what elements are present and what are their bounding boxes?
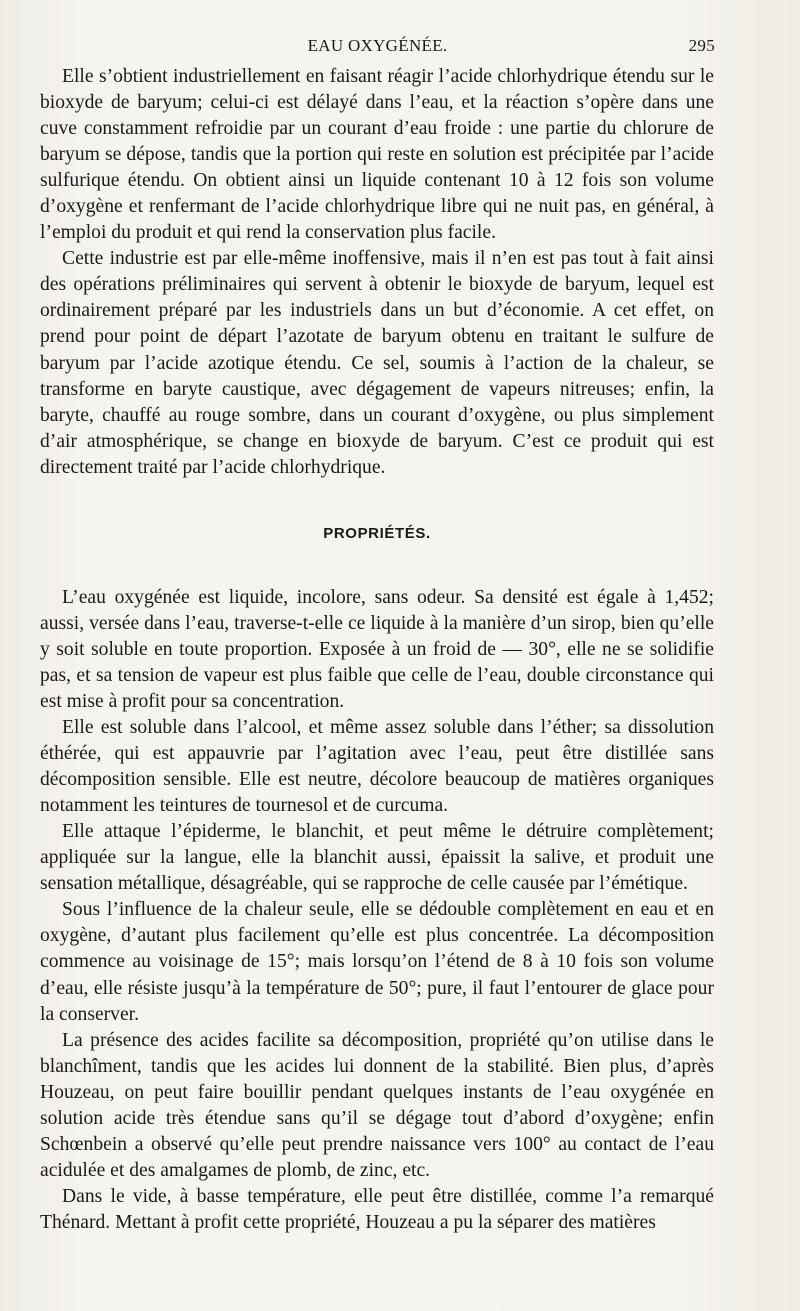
paragraph: Dans le vide, à basse température, elle peut être distillée, comme l’a remarqué Thénard. Mettant à profit cette propriété, Houzeau a pu la séparer des matières	[40, 1185, 714, 1233]
section-heading: PROPRIÉTÉS.	[323, 524, 431, 542]
paragraph: La présence des acides facilite sa décomposition, propriété qu’on utilise dans le blanchîment, tandis que les acides lui donnent de la stabilité. Bien plus, d’après Houzeau, on peut faire bouillir pendant quelques instants de l’eau oxygénée en solution acide très étendue sans qu’il se dégage tout d’abord d’oxygène; enfin Schœnbein a observé qu’elle peut prendre naissance vers 100° au contact de l’eau acidulée et des amalgames de plomb, de zinc, etc.	[40, 1029, 714, 1181]
paragraph: Sous l’influence de la chaleur seule, elle se dédouble complètement en eau et en oxygène, d’autant plus facilement qu’elle est plus concentrée. La décomposition commence au voisinage de 15°; mais lorsqu’on l’étend de 8 à 10 fois son volume d’eau, elle résiste jusqu’à la température de 50°; pure, il faut l’entourer de glace pour la conserver.	[40, 899, 714, 1025]
running-title: EAU OXYGÉNÉE.	[307, 36, 448, 55]
paragraph: Elle s’obtient industriellement en faisant réagir l’acide chlorhydrique étendu sur le bioxyde de baryum; celui-ci est délayé dans l’eau, et la réaction s’opère dans une cuve constamment refroidie par un courant d’eau froide : une partie du chlorure de baryum se dépose, tandis que la portion qui reste en solution est précipitée par l’acide sulfurique étendu. On obtient ainsi un liquide contenant 10 à 12 fois son volume d’oxygène et renfermant de l’acide chlorhydrique libre qui ne nuit pas, en général, à l’emploi du produit et qui rend la conservation plus facile.	[40, 66, 714, 244]
paragraph: Cette industrie est par elle-même inoffensive, mais il n’en est pas tout à fait ainsi des opérations préliminaires qui servent à obtenir le bioxyde de baryum, lequel est ordinairement préparé par les industriels dans un but d’économie. A cet effet, on prend pour point de départ l’azotate de baryum obtenu en traitant le sulfure de baryum par l’acide azotique étendu. Ce sel, soumis à l’action de la chaleur, se transforme en baryte caustique, avec dégagement de vapeurs nitreuses; enfin, la baryte, chauffé au rouge sombre, dans un courant d’oxygène, ou plus simplement d’air atmosphérique, se change en bioxyde de baryum. C’est ce produit qui est directement traité par l’acide chlorhydrique.	[40, 248, 714, 478]
paragraph: Elle attaque l’épiderme, le blanchit, et peut même le détruire complètement; appliquée sur la langue, elle la blanchit aussi, épaissit la salive, et produit une sensation métallique, désagréable, qui se rapproche de celle causée par l’émétique.	[40, 821, 714, 895]
paragraph: Elle est soluble dans l’alcool, et même assez soluble dans l’éther; sa dissolution éthérée, qui est appauvrie par l’agitation avec l’eau, peut être distillée sans décomposition sensible. Elle est neutre, décolore beaucoup de matières organiques notamment les teintures de tournesol et de curcuma.	[40, 717, 714, 817]
running-header	[40, 36, 715, 58]
page-number: 295	[688, 36, 715, 55]
paragraph: L’eau oxygénée est liquide, incolore, sans odeur. Sa densité est égale à 1,452; aussi, versée dans l’eau, traverse-t-elle ce liquide à la manière d’un sirop, bien qu’elle y soit soluble en toute proportion. Exposée à un froid de — 30°, elle ne se solidifie pas, et sa tension de vapeur est plus faible que celle de l’eau, double circonstance qui est mise à profit pour sa concentration.	[40, 586, 714, 712]
page-body	[40, 64, 714, 1236]
